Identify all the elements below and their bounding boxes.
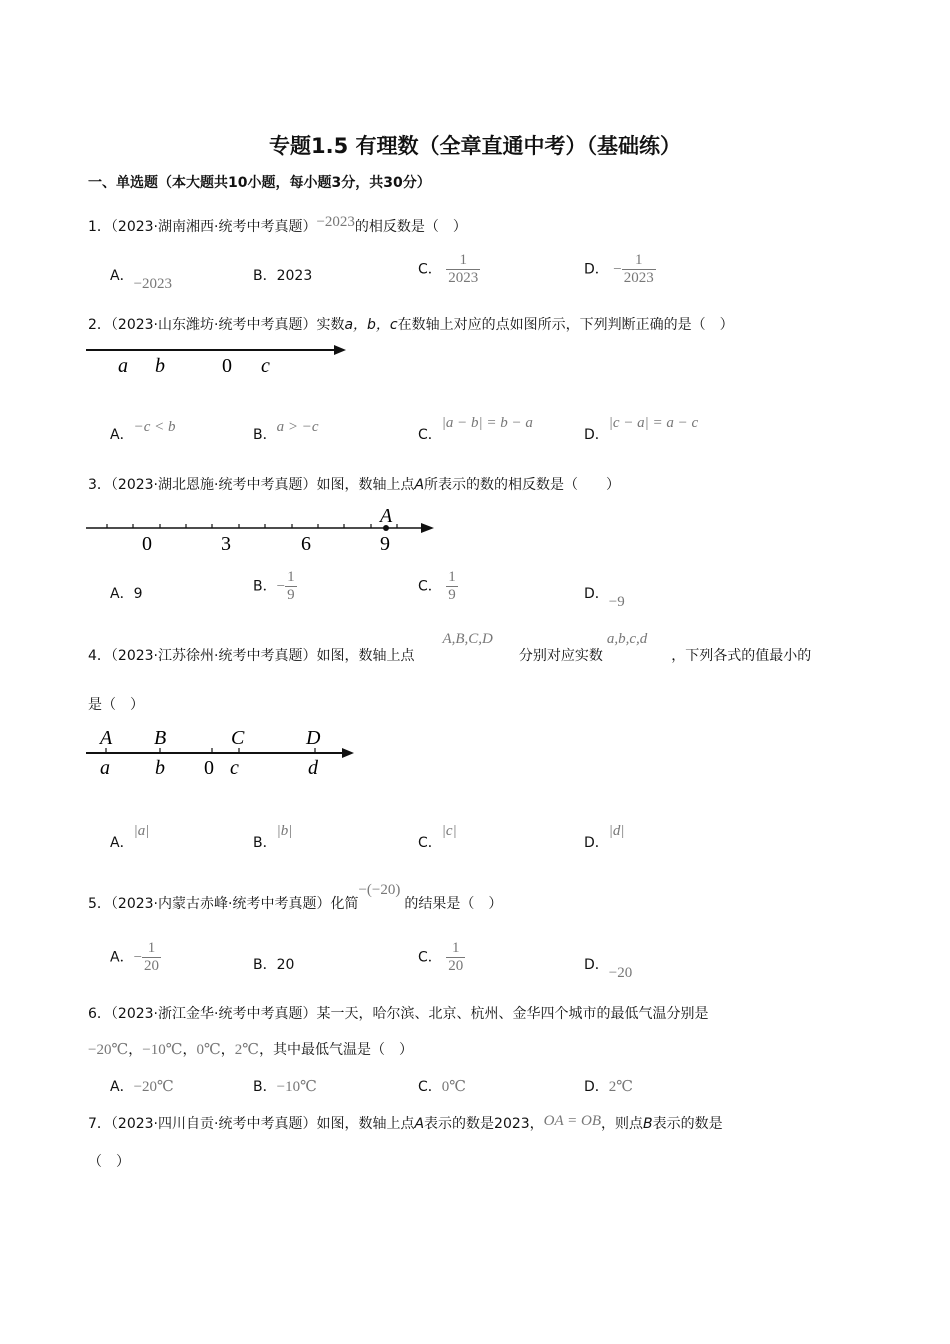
- fraction: [446, 252, 480, 287]
- option-a[interactable]: [110, 419, 176, 444]
- numerator: 1: [459, 252, 467, 268]
- opt-label: A．: [110, 427, 134, 443]
- option-b[interactable]: [253, 1076, 317, 1096]
- denominator: 2023: [623, 270, 654, 286]
- option-b[interactable]: [253, 419, 319, 444]
- option-c[interactable]: [418, 415, 533, 444]
- opt-label: B．: [253, 427, 277, 443]
- var: A: [414, 1116, 425, 1132]
- point-label: A: [380, 505, 393, 527]
- math: −10℃: [276, 1079, 317, 1095]
- q-source: （2023·山东潍坊·统考中考真题）: [110, 317, 317, 333]
- opt-label: C．: [418, 949, 442, 966]
- q-stem: 实数: [316, 317, 345, 333]
- question-7-line2: （ ）: [88, 1154, 130, 1170]
- opt-label: A．: [110, 1079, 134, 1095]
- math: a,b,c,d: [606, 631, 648, 647]
- axis-label: 0: [142, 533, 152, 555]
- option-b[interactable]: B．20: [253, 957, 295, 973]
- denominator: 9: [448, 587, 456, 603]
- axis-label: 0: [204, 757, 214, 779]
- fraction: [622, 252, 656, 287]
- question-3: [88, 474, 620, 494]
- q-stem: 的相反数是（ ）: [354, 219, 467, 235]
- numerator: 1: [448, 569, 456, 585]
- axis-label: c: [261, 355, 270, 377]
- option-b[interactable]: B．2023: [253, 268, 313, 284]
- question-5: [88, 882, 503, 913]
- axis-label: a: [118, 355, 128, 377]
- option-c[interactable]: [418, 569, 458, 604]
- vars: a，b，c: [344, 317, 398, 333]
- opt-label: C．: [418, 261, 442, 278]
- option-b[interactable]: [253, 823, 293, 852]
- opt-label: D．: [584, 1079, 609, 1095]
- q-number: 6．: [88, 1006, 111, 1022]
- opt-label: C．: [418, 1079, 442, 1095]
- opt-label: D．: [584, 261, 609, 278]
- var: B: [643, 1116, 653, 1132]
- option-d[interactable]: [584, 1076, 633, 1096]
- denominator: 9: [287, 587, 295, 603]
- q-source: （2023·浙江金华·统考中考真题）: [110, 1006, 317, 1022]
- point-label: D: [306, 727, 321, 749]
- fraction: [285, 569, 297, 604]
- option-a[interactable]: A．9: [110, 586, 143, 602]
- math: −c < b: [133, 419, 176, 435]
- opt-label: D．: [584, 835, 609, 851]
- q-source: （2023·内蒙古赤峰·统考中考真题）: [110, 896, 331, 912]
- denominator: 20: [448, 958, 464, 974]
- math: |b|: [276, 823, 293, 839]
- option-d[interactable]: [584, 823, 625, 852]
- axis-label: d: [308, 757, 318, 779]
- math: 2℃: [234, 1042, 260, 1058]
- math: −2023: [133, 276, 173, 292]
- option-d[interactable]: [584, 415, 699, 444]
- opt-label: A．: [110, 268, 134, 284]
- question-4: [88, 631, 812, 665]
- section-heading: 一、单选题（本大题共10小题，每小题3分，共30分）: [88, 175, 431, 191]
- numerator: 1: [287, 569, 295, 585]
- question-2: [88, 314, 734, 334]
- math: −: [613, 261, 622, 278]
- q-stem: ，下列各式的值最小的: [671, 648, 812, 664]
- option-a[interactable]: [110, 940, 161, 975]
- q-stem: 如图，数轴上点: [316, 1116, 415, 1132]
- axis-label: 3: [221, 533, 231, 555]
- point-label: B: [154, 727, 167, 749]
- q-source: （2023·湖南湘西·统考中考真题）: [110, 219, 317, 235]
- math: −9: [608, 594, 625, 610]
- axis-label: b: [155, 757, 165, 779]
- question-7: [88, 1113, 723, 1133]
- numerator: 1: [634, 252, 643, 268]
- text: ，: [128, 1042, 143, 1058]
- opt-label: C．: [418, 578, 442, 595]
- q-stem: 的结果是（ ）: [404, 896, 503, 912]
- opt-label: D．: [584, 957, 609, 973]
- option-b[interactable]: [253, 569, 297, 604]
- option-c[interactable]: [418, 1076, 466, 1096]
- number-line-q4: [84, 724, 364, 780]
- opt-label: B．: [253, 578, 277, 595]
- axis-label: 6: [301, 533, 311, 555]
- opt-label: D．: [584, 427, 609, 443]
- math: −20: [608, 965, 633, 981]
- math: |a − b| = b − a: [441, 415, 533, 431]
- q-stem: 表示的数是: [652, 1116, 723, 1132]
- option-c[interactable]: [418, 940, 465, 975]
- math: a > −c: [276, 419, 319, 435]
- q-number: 1．: [88, 219, 111, 235]
- var: A: [414, 477, 425, 493]
- opt-label: C．: [418, 835, 442, 851]
- question-6: [88, 1003, 708, 1023]
- q-stem: 表示的数是2023，: [424, 1116, 544, 1132]
- q-number: 2．: [88, 317, 111, 333]
- numerator: 1: [451, 940, 460, 956]
- q-number: 4．: [88, 648, 111, 664]
- axis-label: 9: [380, 533, 390, 555]
- text: ，: [182, 1042, 197, 1058]
- math: −: [133, 949, 143, 966]
- text: ，其中最低气温是（ ）: [259, 1042, 414, 1058]
- q-source: （2023·湖北恩施·统考中考真题）: [110, 477, 317, 493]
- denominator: 20: [144, 958, 160, 974]
- math: −: [276, 578, 286, 595]
- option-c[interactable]: [418, 823, 457, 852]
- math: 0℃: [196, 1042, 221, 1058]
- page-title: 专题1.5 有理数（全章直通中考）（基础练）: [268, 134, 681, 158]
- axis-label: a: [100, 757, 110, 779]
- math: −(−20): [358, 882, 401, 898]
- opt-label: B．: [253, 1079, 277, 1095]
- math: |a|: [133, 823, 150, 839]
- opt-label: B．: [253, 835, 277, 851]
- math: −20℃: [133, 1079, 174, 1095]
- point-label: C: [231, 727, 245, 749]
- q-number: 7．: [88, 1116, 111, 1132]
- option-c[interactable]: [418, 252, 480, 287]
- q-stem: 在数轴上对应的点如图所示，下列判断正确的是（ ）: [397, 317, 734, 333]
- axis-label: c: [230, 757, 239, 779]
- math: A,B,C,D: [442, 631, 493, 647]
- math: 0℃: [441, 1079, 467, 1095]
- option-d[interactable]: [584, 252, 656, 287]
- q-stem: 化简: [330, 896, 359, 912]
- opt-label: C．: [418, 427, 442, 443]
- q-source: （2023·四川自贡·统考中考真题）: [110, 1116, 317, 1132]
- q-stem: 所表示的数的相反数是（ ）: [424, 477, 621, 493]
- math: −20℃: [88, 1042, 129, 1058]
- q-stem: 如图，数轴上点: [316, 648, 415, 664]
- opt-label: A．: [110, 835, 134, 851]
- option-a[interactable]: [110, 265, 173, 292]
- axis-label: b: [155, 355, 165, 377]
- fraction: [446, 940, 465, 975]
- q-source: （2023·江苏徐州·统考中考真题）: [110, 648, 317, 664]
- q-number: 3．: [88, 477, 111, 493]
- option-a[interactable]: [110, 1076, 174, 1096]
- numerator: 1: [147, 940, 156, 956]
- math: −2023: [316, 214, 355, 230]
- math: |d|: [608, 823, 625, 839]
- math: 2℃: [608, 1079, 634, 1095]
- opt-label: D．: [584, 586, 609, 602]
- number-line-q2: [84, 338, 354, 378]
- math: |c|: [441, 823, 457, 839]
- point-label: A: [100, 727, 113, 749]
- opt-label: A．: [110, 949, 134, 966]
- question-1: [88, 216, 467, 236]
- fraction: [446, 569, 458, 604]
- q-stem: 分别对应实数: [518, 648, 603, 664]
- q-number: 5．: [88, 896, 111, 912]
- text: ，: [220, 1042, 235, 1058]
- denominator: 2023: [448, 270, 479, 286]
- question-4-line2: 是（ ）: [88, 697, 144, 713]
- math: −10℃: [142, 1042, 183, 1058]
- math: |c − a| = a − c: [608, 415, 699, 431]
- axis-label: 0: [222, 355, 232, 377]
- question-6-line2: [88, 1039, 413, 1059]
- option-d[interactable]: [584, 954, 633, 981]
- q-stem: ，则点: [601, 1116, 644, 1132]
- option-a[interactable]: [110, 823, 150, 852]
- fraction: [142, 940, 161, 975]
- q-stem: 某一天，哈尔滨、北京、杭州、金华四个城市的最低气温分别是: [316, 1006, 709, 1022]
- option-d[interactable]: [584, 583, 625, 610]
- number-line-q3: [84, 504, 444, 556]
- math: OA = OB: [543, 1113, 602, 1129]
- q-stem: 如图，数轴上点: [316, 477, 415, 493]
